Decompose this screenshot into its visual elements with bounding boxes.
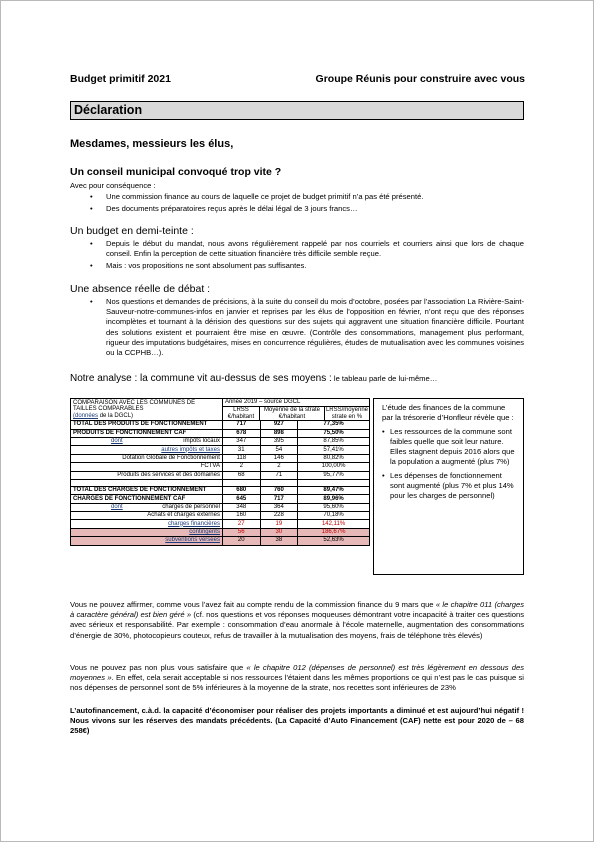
table-row: charges financières 27 19 142,11%	[71, 520, 370, 528]
column-header-lrss: LRSS €/habitant	[223, 407, 260, 420]
column-header-ratio: LRSS/moyenne strate en %	[325, 407, 368, 420]
table-row: TOTAL DES CHARGES DE FONCTIONNEMENT 680 760 89,47%	[71, 486, 370, 494]
header-budget-title: Budget primitif 2021	[70, 73, 171, 85]
bullet-icon: •	[90, 297, 93, 306]
table-row: FCTVA 2 2 100,00%	[71, 463, 370, 471]
table-row: Dotation Globale de Fonctionnement 118 146 80,82%	[71, 454, 370, 462]
declaration-banner: Déclaration	[70, 101, 524, 120]
table-row: TOTAL DES PRODUITS DE FONCTIONNEMENT 717 927 77,35%	[71, 421, 370, 429]
section2-title: Un budget en demi-teinte :	[70, 225, 194, 237]
table-row: Achats et charges externes 160 228 70,18%	[71, 512, 370, 520]
list-item: • Des documents préparatoires reçus après le délai légal de 3 jours francs…	[90, 204, 358, 214]
table-spacer-row	[71, 479, 370, 486]
list-item: • Depuis le début du mandat, nous avons régulièrement rappelé par nos courriels et courriers ainsi que lors de chaque conseil. Enfin la perception de cette situation financière très difficile semble reçue.	[90, 239, 524, 259]
header-group-name: Groupe Réunis pour construire avec vous	[315, 73, 525, 85]
section3-title: Une absence réelle de débat :	[70, 283, 211, 295]
bullet-icon: •	[90, 239, 93, 248]
table-row: dont charges de personnel 348 364 95,60%	[71, 503, 370, 511]
bullet-icon: •	[90, 204, 93, 214]
list-item: • Mais : vos propositions ne sont absolument pas suffisantes.	[90, 261, 307, 271]
section3-list	[70, 297, 524, 360]
bullet-icon: •	[90, 261, 93, 271]
section1-list	[70, 192, 524, 216]
greeting: Mesdames, messieurs les élus,	[70, 138, 234, 150]
table-row: Produits des services et des domaines 68 71 95,77%	[71, 471, 370, 479]
bullet-icon: •	[90, 192, 93, 201]
box-list	[382, 427, 517, 502]
list-item: • Les ressources de la commune sont faibles quelle que soit leur nature. Elles stagnent depuis 2016 alors que la population a augmenté (plus 7%)	[382, 426, 515, 467]
section2-list	[70, 239, 524, 274]
table-row: contingents 56 30 186,67%	[71, 528, 370, 536]
table-header-year: Année 2019 – source DGCL	[223, 399, 369, 407]
list-item: • Les dépenses de fonctionnement sont augmenté (plus 7% et plus 14% pour les charges de personnel)	[382, 470, 514, 501]
table-row: subventions versées 20 38 52,63%	[71, 537, 370, 545]
paragraph-autofinancement: L’autofinancement, c.à.d. la capacité d’économiser pour réaliser des projets importants a diminué et est aujourd’hui négatif ! Nous vivons sur les réserves des mandats précédents. (La Capacité d’Auto Financement (CAF) nette est pour 2020 de – 68 258€)	[70, 706, 524, 736]
table-row: CHARGES DE FONCTIONNEMENT CAF 645 717 89,96%	[71, 495, 370, 503]
bullet-icon: •	[382, 470, 385, 480]
list-item: • Une commission finance au cours de laquelle ce projet de budget primitif n’a pas été présenté.	[90, 192, 424, 201]
column-header-average: Moyenne de la strate €/habitant	[260, 407, 325, 420]
box-intro: L’étude des finances de la commune par la trésorerie d’Honfleur révèle que :	[382, 403, 514, 423]
table-row: PRODUITS DE FONCTIONNEMENT CAF 678 898 75,50%	[71, 429, 370, 437]
bullet-icon: •	[382, 426, 385, 436]
comparison-table	[70, 398, 370, 546]
table-row: dont impôts locaux 347 395 87,85%	[71, 437, 370, 445]
analysis-heading: Notre analyse : la commune vit au-dessus de ses moyens : le tableau parle de lui-même…	[70, 373, 438, 384]
paragraph-chapter-012: Vous ne pouvez pas non plus vous satisfaire que « le chapitre 012 (dépenses de personnel) est très légèrement en dessous des moyennes ». En effet, cela serait acceptable si nos ressources l’étaient dans les mêmes proportions ce qui n’est pas le cas puisque si nos dépenses de personnel sont de 5% inférieures à la moyenne de la strate, nos recettes sont inférieures de 23%	[70, 663, 524, 693]
section1-title: Un conseil municipal convoqué trop vite ?	[70, 166, 282, 178]
list-item: • Nos questions et demandes de précisions, à la suite du conseil du mois d’octobre, posées par l’association La Rivière-Saint-Sauveur-notre-communes-infos en janvier et reprises par les élus de l’opposition en février, n’ont reçu que des réponses incomplètes et tournant à la dérision des questions sur des sujets qui aggravent une situation financière difficile. Pourtant des solutions existent et pourraient être mise en œuvre. (Contrôle des consommations, management plus performant, rigueur des imputations budgétaires, mises en concurrence régulières, études de mutualisation avec les communes voisines ou la CCPHB…).	[90, 297, 524, 358]
paragraph-chapter-011: Vous ne pouvez affirmer, comme vous l’avez fait au compte rendu de la commission finance du 9 mars que « le chapitre 011 (charges à caractère général) est bien géré » (cf. nos questions et vos réponses moqueuses démontrant votre incapacité à traiter ces questions avec sérieux et responsabilité. Par exemple : consommation d’eau anormale à l’école maternelle, augmentation des consommations d’énergie de 30%, photocopieurs couteux, refus de travailler à la mutualisation des moyens, frais de téléphone très élevés)	[70, 600, 524, 640]
table-header-year-cell	[222, 399, 369, 421]
section1-intro: Avec pour conséquence :	[70, 181, 156, 190]
table-header-label: COMPARAISON AVEC LES COMMUNES DE TAILLES COMPARABLES (données de la DGCL)	[71, 399, 223, 421]
treasury-study-box	[373, 398, 524, 575]
table-row: autres impôts et taxes 31 54 57,41%	[71, 446, 370, 454]
table-header-row	[71, 399, 370, 421]
